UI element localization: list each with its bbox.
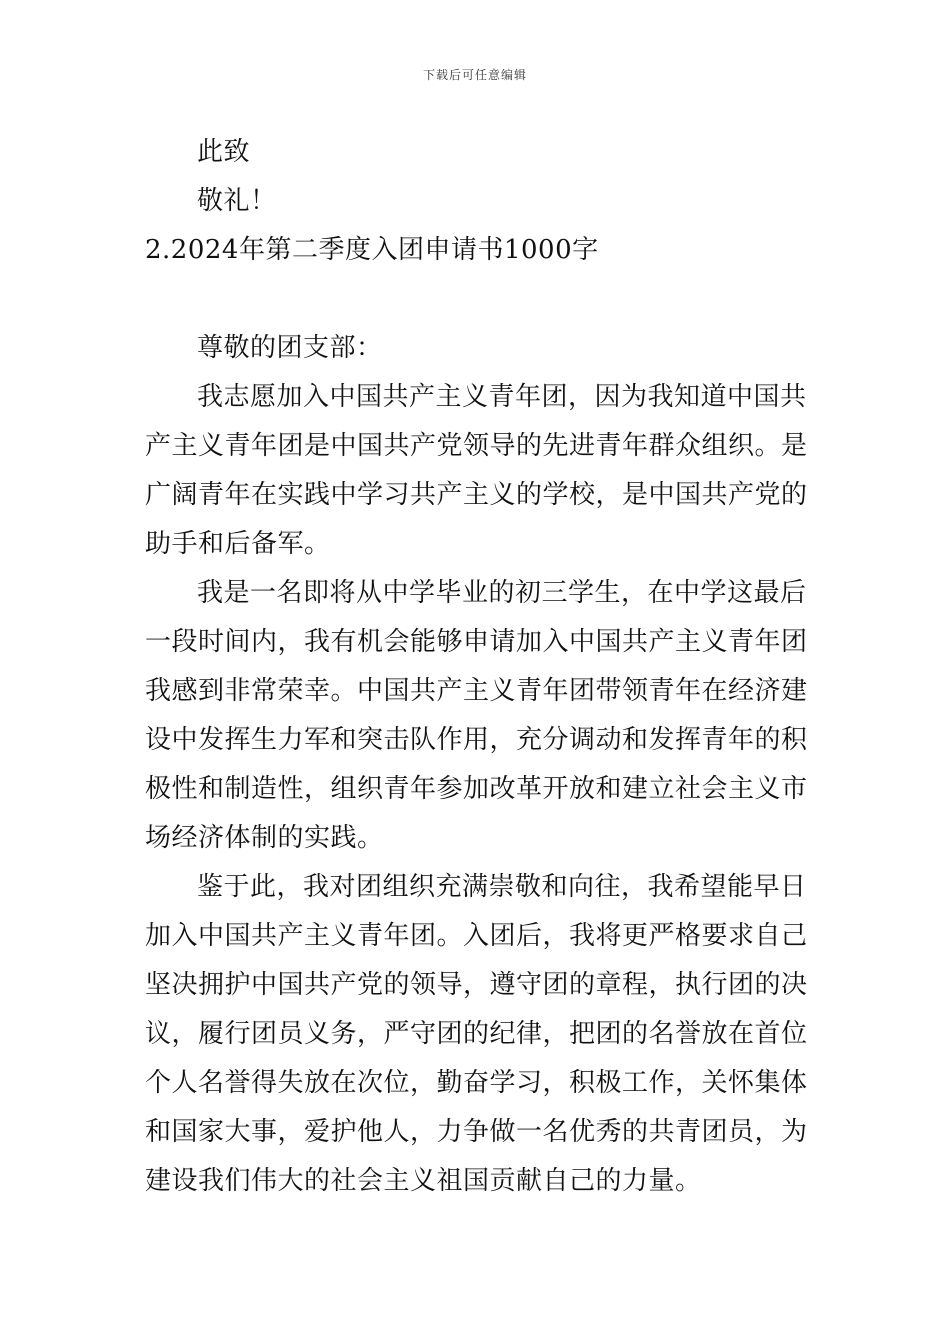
paragraph-line: 我志愿加入中国共产主义青年团，因为我知道中国共 — [197, 382, 807, 412]
paragraph-line: 一段时间内，我有机会能够申请加入中国共产主义青年团 — [145, 627, 808, 657]
paragraph-line: 我感到非常荣幸。中国共产主义青年团带领青年在经济建 — [145, 676, 808, 706]
paragraph-line: 设中发挥生力军和突击队作用，充分调动和发挥青年的积 — [145, 725, 808, 755]
salutation: 尊敬的团支部： — [197, 333, 383, 363]
paragraph-line: 和国家大事，爱护他人，力争做一名优秀的共青团员，为 — [145, 1117, 808, 1147]
paragraph-line: 坚决拥护中国共产党的领导，遵守团的章程，执行团的决 — [145, 970, 808, 1000]
blank-line — [145, 275, 810, 324]
paragraph-line: 鉴于此，我对团组织充满崇敬和向往，我希望能早日 — [197, 872, 807, 902]
document-body — [145, 128, 810, 1206]
paragraph-line: 助手和后备军。 — [145, 529, 331, 559]
paragraph-line: 产主义青年团是中国共产党领导的先进青年群众组织。是 — [145, 431, 808, 461]
paragraph-line: 极性和制造性，组织青年参加改革开放和建立社会主义市 — [145, 774, 808, 804]
paragraph-line: 我是一名即将从中学毕业的初三学生，在中学这最后 — [197, 578, 807, 608]
paragraph-line: 加入中国共产主义青年团。入团后，我将更严格要求自己 — [145, 921, 808, 951]
paragraph-line: 议，履行团员义务，严守团的纪律，把团的名誉放在首位 — [145, 1019, 808, 1049]
paragraph-2 — [145, 569, 810, 863]
paragraph-3 — [145, 863, 810, 1206]
paragraph-line: 建设我们伟大的社会主义祖国贡献自己的力量。 — [145, 1166, 702, 1196]
section-title: 2.2024年第二季度入团申请书1000字 — [145, 235, 599, 265]
paragraph-line: 个人名誉得失放在次位，勤奋学习，积极工作，关怀集体 — [145, 1068, 808, 1098]
paragraph-1 — [145, 373, 810, 569]
paragraph-line: 场经济体制的实践。 — [145, 823, 384, 853]
closing-line-1: 此致 — [197, 137, 251, 167]
closing-line-2: 敬礼！ — [197, 186, 277, 216]
paragraph-line: 广阔青年在实践中学习共产主义的学校，是中国共产党的 — [145, 480, 808, 510]
header-note: 下载后可任意编辑 — [422, 68, 527, 82]
